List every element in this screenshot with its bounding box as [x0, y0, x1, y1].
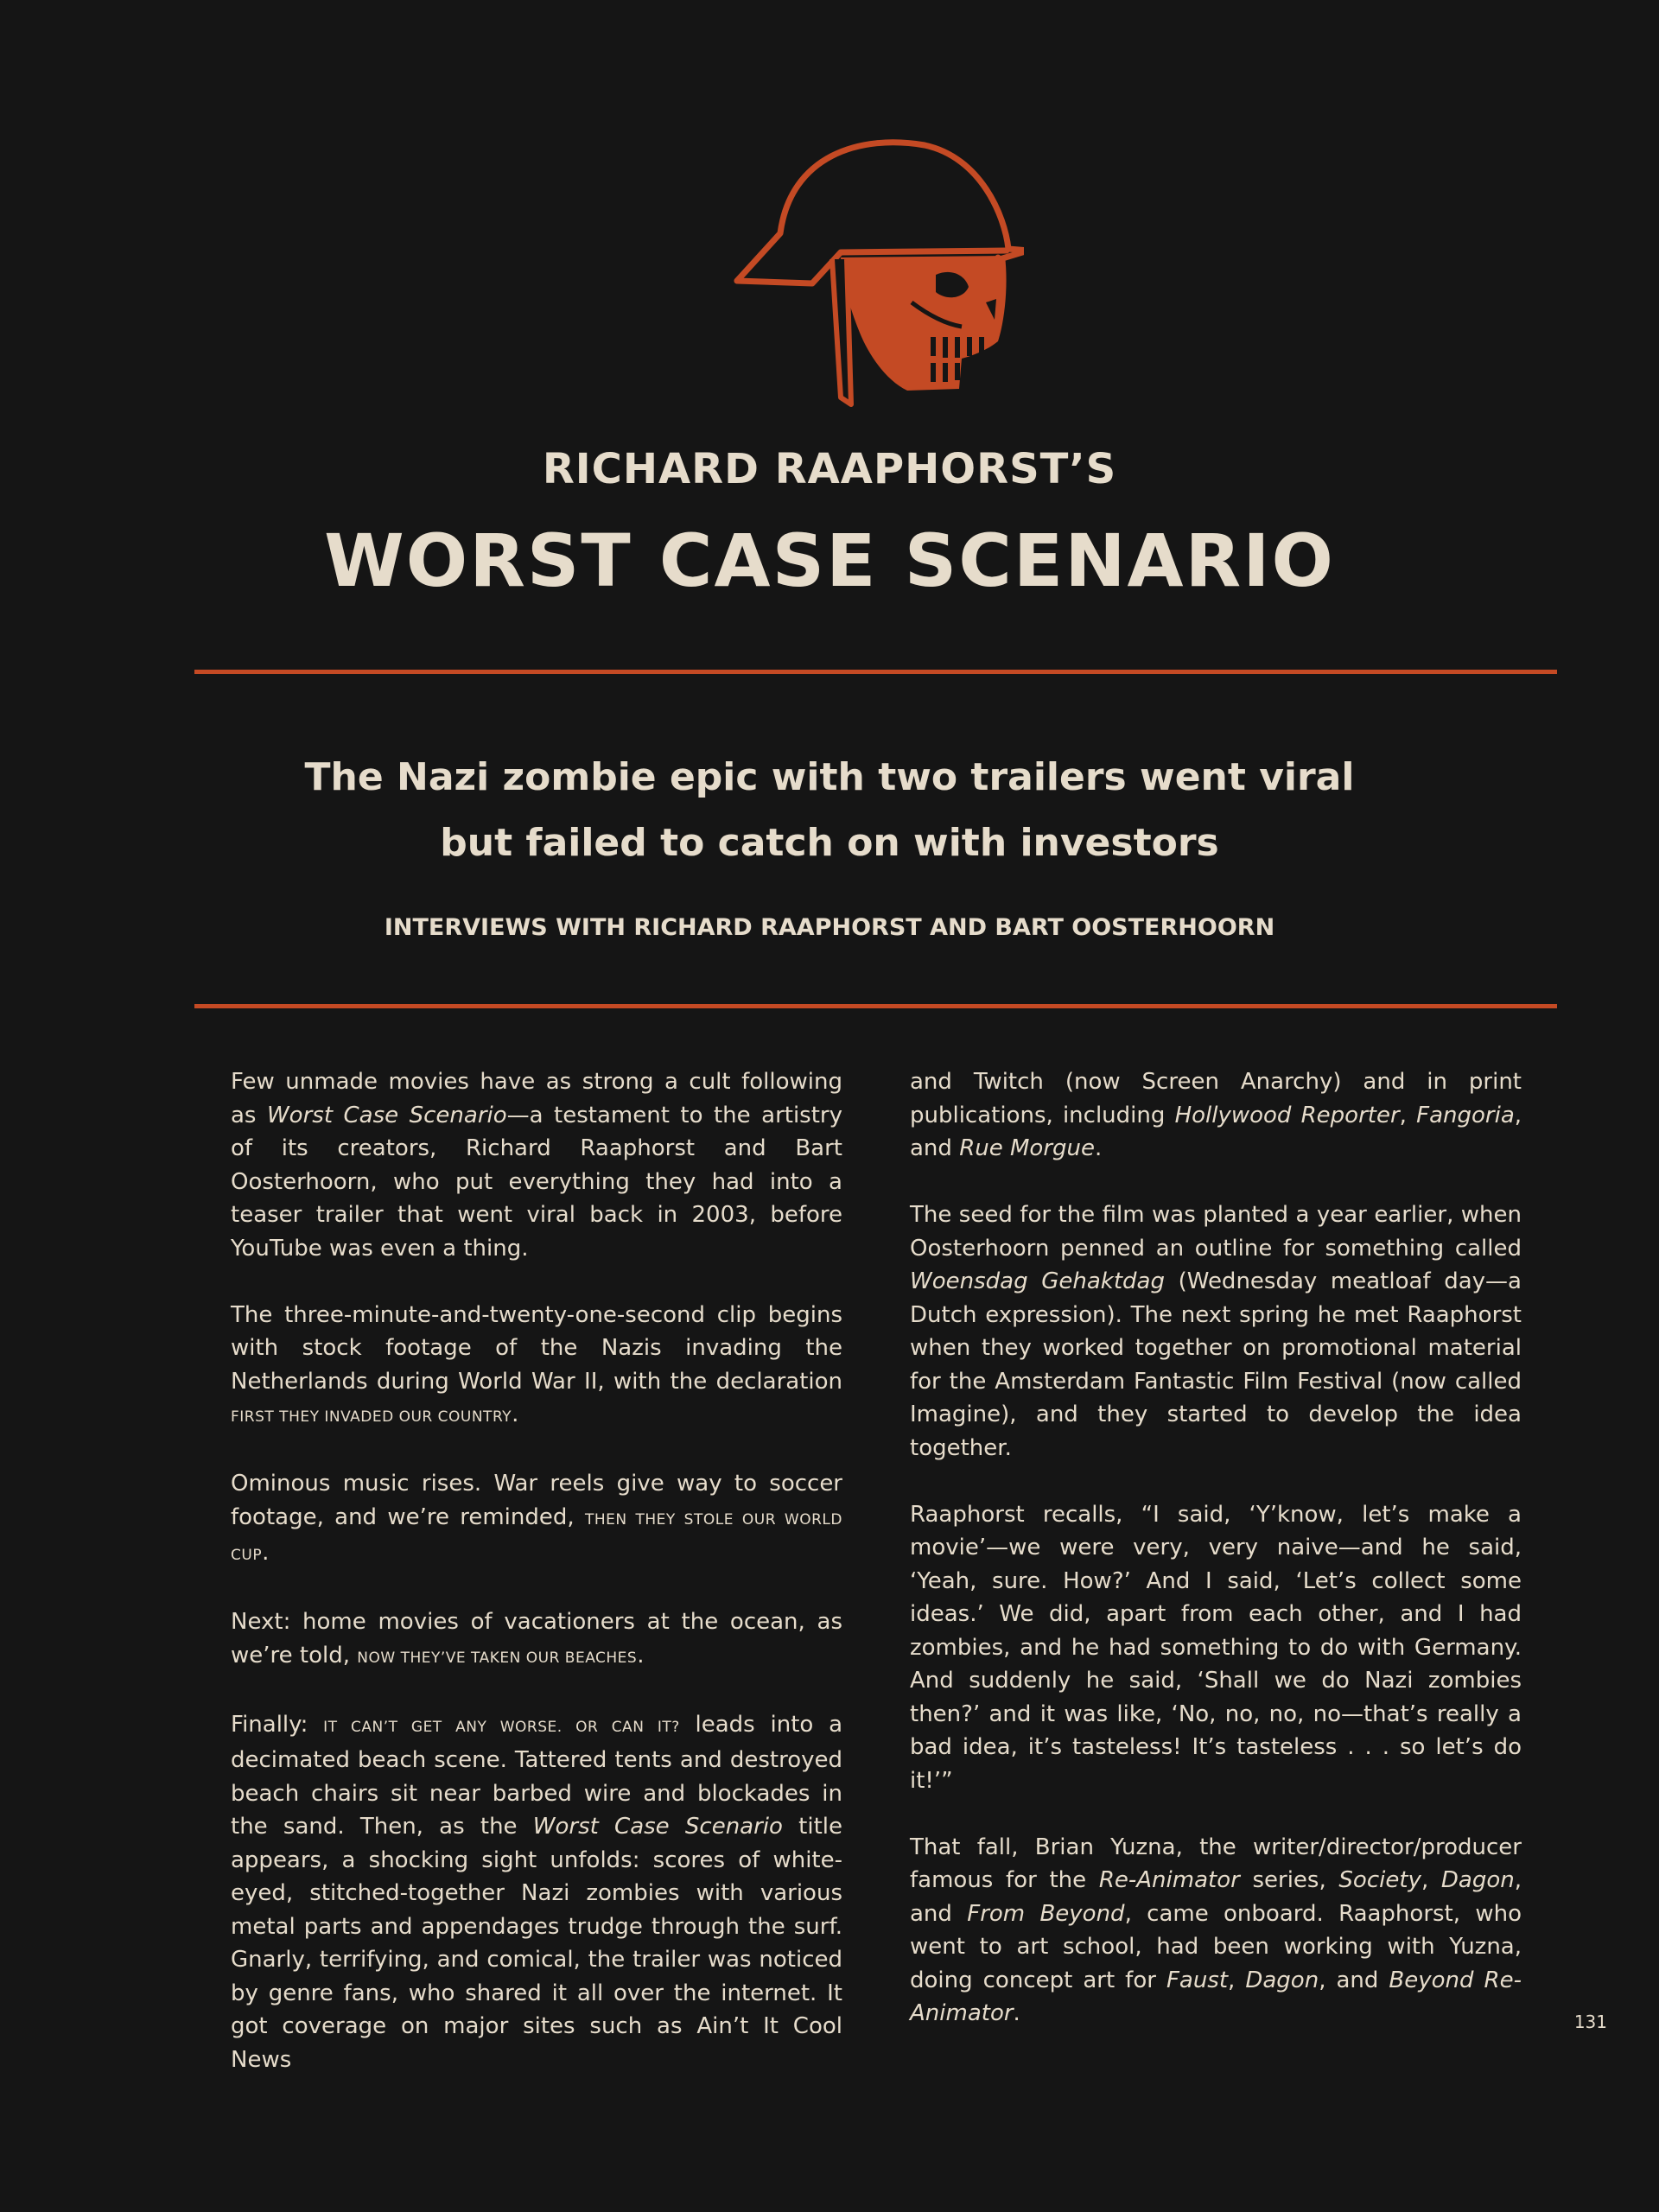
- text-run: (Wednesday meatloaf day—a Dutch expression). The next spring he met Raaphorst when they worked together on promotional material for the Amsterdam Fantastic Film Festival (now called Imagine), and they started to develop the idea together.: [910, 1268, 1522, 1461]
- trailer-caption: IT CAN’T GET ANY WORSE. OR CAN IT?: [323, 1718, 680, 1736]
- text-run: .: [1095, 1135, 1103, 1161]
- right-column: [910, 1065, 1522, 2063]
- paragraph: [910, 1831, 1522, 2031]
- title-italic: Society: [1338, 1867, 1421, 1893]
- paragraph: [231, 1065, 842, 1265]
- trailer-caption: NOW THEY’VE TAKEN OUR BEACHES: [357, 1649, 638, 1667]
- text-run: ,: [1228, 1967, 1246, 1993]
- article-kicker: RICHARD RAAPHORST’S: [542, 445, 1117, 493]
- text-run: .: [637, 1642, 645, 1669]
- text-run: Few unmade movies have as strong a cult following as: [231, 1069, 842, 1128]
- text-run: ,: [1399, 1102, 1417, 1128]
- title-italic: Woensdag Gehaktdag: [910, 1268, 1165, 1294]
- text-run: ,: [1421, 1867, 1441, 1893]
- dek-line-1: The Nazi zombie epic with two trailers went viral: [304, 755, 1355, 799]
- title-italic: Fangoria: [1416, 1102, 1515, 1128]
- title-italic: Faust: [1166, 1967, 1229, 1993]
- paragraph: [231, 1299, 842, 1434]
- dek-line-2: but failed to catch on with investors: [440, 821, 1219, 865]
- article-byline: INTERVIEWS WITH RICHARD RAAPHORST AND BART OOSTERHOORN: [384, 914, 1275, 941]
- title-italic: Hollywood Reporter: [1174, 1102, 1400, 1128]
- title-italic: Worst Case Scenario: [532, 1814, 783, 1840]
- title-italic: Worst Case Scenario: [266, 1102, 507, 1128]
- text-run: The seed for the film was planted a year earlier, when Oosterhoorn penned an outline for something called: [910, 1202, 1522, 1262]
- paragraph: [231, 1708, 842, 2077]
- article-title: WORST CASE SCENARIO: [324, 518, 1335, 603]
- text-run: , came onboard. Raaphorst, who went to art school, had been working with Yuzna, doing concept art for: [910, 1900, 1522, 1993]
- trailer-caption: THEN THEY STOLE OUR WORLD CUP: [231, 1510, 842, 1564]
- paragraph: [910, 1198, 1522, 1465]
- paragraph: [231, 1605, 842, 1675]
- quote-text: Raaphorst recalls, “I said, ‘Y’know, let’s make a movie’—we were very, very naive—and he said, ‘Yeah, sure. How?’ And I said, ‘Let’s collect some ideas.’ We did, apart from each other, and I had zombies, and he had something to do with Germany. And suddenly he said, ‘Shall we do Nazi zombies then?’ and it was like, ‘No, no, no, no—that’s really a bad idea, it’s tasteless! It’s tasteless . . . so let’s do it!’”: [910, 1501, 1522, 1794]
- article-dek: [259, 745, 1400, 876]
- title-italic: Dagon: [1245, 1967, 1319, 1993]
- text-run: , and: [910, 1867, 1522, 1927]
- text-run: .: [1013, 2000, 1020, 2026]
- text-run: series,: [1239, 1867, 1339, 1893]
- left-column: [231, 1065, 842, 2110]
- title-italic: Rue Morgue: [959, 1135, 1095, 1161]
- top-divider: [194, 670, 1557, 674]
- title-italic: Beyond Re-Animator: [910, 1967, 1522, 2026]
- text-run: and Twitch (now Screen Anarchy) and in print publications, including: [910, 1069, 1522, 1128]
- text-run: That fall, Brian Yuzna, the writer/director/producer famous for the: [910, 1834, 1522, 1893]
- bottom-divider: [194, 1004, 1557, 1008]
- text-run: Ominous music rises. War reels give way to soccer footage, and we’re reminded,: [231, 1471, 842, 1530]
- paragraph: [231, 1467, 842, 1573]
- title-italic: From Beyond: [967, 1900, 1125, 1927]
- paragraph: [910, 1065, 1522, 1166]
- paragraph: [910, 1498, 1522, 1798]
- text-run: .: [512, 1402, 519, 1427]
- trailer-caption: FIRST THEY INVADED OUR COUNTRY: [231, 1408, 512, 1426]
- text-run: title appears, a shocking sight unfolds: scores of white-eyed, stitched-together Nazi zombies with various metal parts and appendages trudge through the surf. Gnarly, terrifying, and comical, the trailer was noticed by genre fans, who shared it all over the internet. It got coverage on major sites such as Ain’t It Cool News: [231, 1814, 842, 2073]
- page-number: 131: [1573, 2012, 1607, 2032]
- text-run: , and: [910, 1102, 1522, 1161]
- text-run: .: [262, 1540, 270, 1566]
- text-run: The three-minute-and-twenty-one-second clip begins with stock footage of the Nazis invading the Netherlands during World War II, with the declaration: [231, 1301, 842, 1395]
- title-italic: Dagon: [1440, 1867, 1515, 1893]
- text-run: —a testament to the artistry of its creators, Richard Raaphorst and Bart Oosterhoorn, who put everything they had into a teaser trailer that went viral back in 2003, before YouTube was even a thing.: [231, 1102, 842, 1262]
- title-italic: Re-Animator: [1098, 1867, 1240, 1893]
- text-run: , and: [1319, 1967, 1389, 1993]
- text-run: Finally:: [231, 1711, 324, 1738]
- text-run: Next: home movies of vacationers at the ocean, as we’re told,: [231, 1609, 842, 1669]
- text-run: leads into a decimated beach scene. Tattered tents and destroyed beach chairs sit near barbed wire and blockades in the sand. Then, as the: [231, 1711, 842, 1840]
- skull-helmet-icon: [730, 130, 1024, 415]
